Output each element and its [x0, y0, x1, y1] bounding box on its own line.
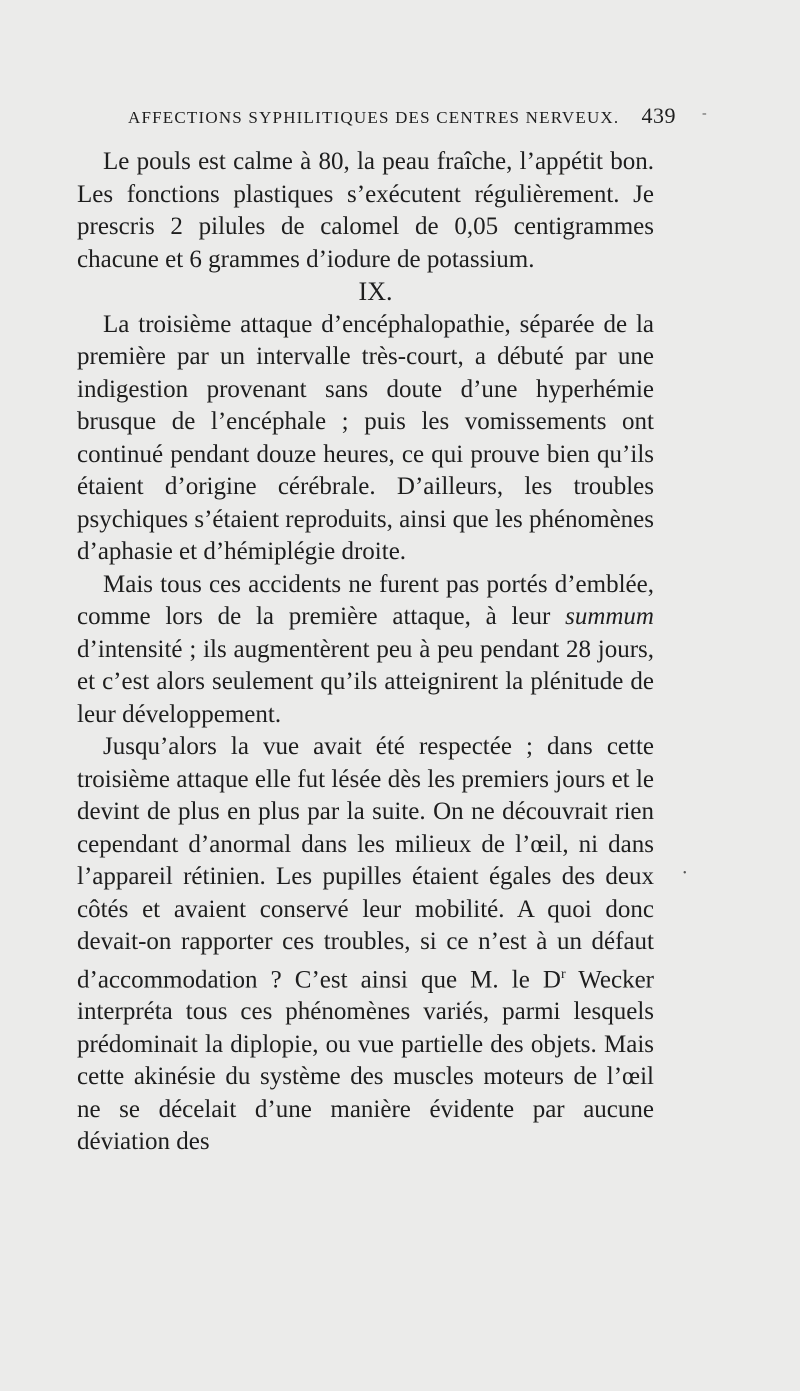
section-number: IX. [358, 277, 393, 306]
summum-italic: summum [565, 603, 654, 630]
paragraph-2: La troisième attaque d’encéphalopathie, séparée de la première par un intervalle très-court, a débuté par une indigestion provenant sans doute d’une hyperhémie brusque de l’encéphale ; puis les vomissements ont continué pendant douze heures, ce qui prouve bien qu’ils étaient d’origine cérébrale. D’ailleurs, les troubles psychiques s’étaient reproduits, ainsi que les phénomènes d’aphasie et d’hémiplégie droite. [77, 310, 654, 565]
running-head [128, 103, 676, 129]
paragraph-3-text: Mais tous ces accidents ne furent pas portés d’emblée, comme lors de la première attaque, à leur [77, 570, 654, 630]
doctor-superscript: r [560, 966, 566, 982]
paragraph-4 [77, 731, 654, 1159]
paragraph-4-text-end: Wecker interpréta tous ces phénomènes variés, parmi lesquels prédominait la diplopie, ou vue partielle des objets. Mais cette akinésie du système des muscles moteurs de l’œil ne se décelait d’une manière évidente par aucune déviation des [77, 965, 654, 1156]
paragraph-1: Le pouls est calme à 80, la peau fraîche, l’appétit bon. Les fonctions plastiques s’exécutent régulièrement. Je prescris 2 pilules de calomel de 0,05 centigrammes chacune et 6 grammes d’iodure de potassium. [77, 148, 654, 273]
page-number: 439 [641, 103, 676, 128]
paragraph-4-text: Jusqu’alors la vue avait été respectée ; dans cette troisième attaque elle fut lésée dès les premiers jours et le devint de plus en plus par la suite. On ne découvrait rien cependant d’anormal dans les milieux de l’œil, ni dans l’appareil rétinien. Les pupilles étaient égales des deux côtés et avaient conservé leur mobilité. A quoi donc devait-on rapporter ces troubles, si ce n’est à un défaut d’accommodation ? C’est ainsi que M. le D [77, 733, 654, 993]
margin-dot: • [683, 868, 687, 879]
paragraph-3-text-end: d’intensité ; ils augmentèrent peu à peu pendant 28 jours, et c’est alors seulement qu’ils atteignirent la plénitude de leur développement. [77, 635, 654, 728]
margin-speck: - [702, 106, 707, 121]
running-title: AFFECTIONS SYPHILITIQUES DES CENTRES NERVEUX. [128, 108, 620, 127]
paragraph-3 [77, 569, 654, 732]
body-text [77, 146, 654, 1159]
